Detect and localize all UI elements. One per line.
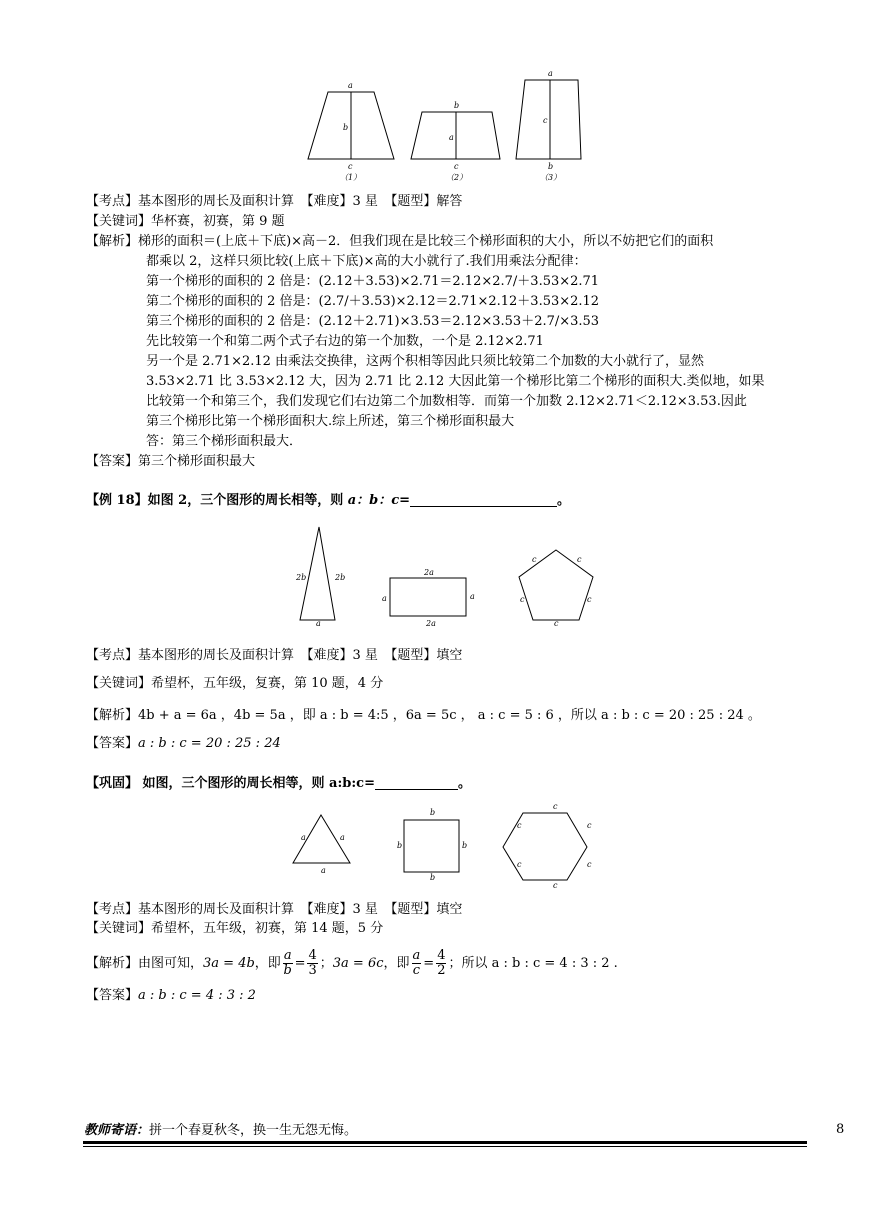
analysis-text: ； <box>319 956 333 971</box>
meta-line: 【考点】基本图形的周长及面积计算 【难度】3 星 【题型】填空 <box>86 648 463 663</box>
fig3-label: c <box>587 860 592 869</box>
question-suffix: 。 <box>557 493 571 508</box>
question-suffix: 。 <box>457 776 471 791</box>
fig1-label: b <box>343 123 349 132</box>
analysis-line: 【解析】梯形的面积＝(上底＋下底)×高－2．但我们现在是比较三个梯形面积的大小，所以不妨把它们的面积 <box>86 234 714 249</box>
fig3-label: b <box>430 873 436 882</box>
rectangle <box>390 578 466 616</box>
pentagon <box>519 550 593 620</box>
fig3-label: b <box>462 841 468 850</box>
fig3-label: c <box>517 821 522 830</box>
fraction-denominator: 3 <box>308 963 317 978</box>
question-prefix: 【例 18】如图 2，三个图形的周长相等，则 <box>86 493 348 508</box>
analysis-text: ；所以 a : b : c = 4 : 3 : 2 . <box>448 956 618 971</box>
fig3-label: c <box>517 860 522 869</box>
fraction <box>412 949 422 978</box>
answer-tag: 【答案】 <box>86 736 139 751</box>
analysis-line: 第二个梯形的面积的 2 倍是：(2.7/＋3.53)×2.12＝2.71×2.12＋3.53×2.12 <box>146 294 600 309</box>
analysis-line: 都乘以 2，这样只须比较(上底＋下底)×高的大小就行了.我们用乘法分配律： <box>146 254 587 269</box>
footer-label: 教师寄语： <box>84 1123 150 1138</box>
fraction <box>283 949 293 978</box>
analysis-line: 【解析】4b + a = 6a ，4b = 5a ，即 a : b = 4:5 ，6a = 5c ， a : c = 5 : 6 ，所以 a : b : c = 20 : 25 : 24 。 <box>86 708 761 723</box>
equals-sign: = <box>423 956 435 971</box>
fig1-label: a <box>449 133 454 142</box>
equals-sign: = <box>294 956 306 971</box>
fig3-label: c <box>553 881 558 890</box>
footer-message <box>84 1121 357 1141</box>
fig2-label: 2b <box>335 573 346 582</box>
fig1-label: a <box>348 81 353 90</box>
analysis-line: 比较第一个和第三个，我们发现它们右边第二个加数相等．而第一个加数 2.12×2.71＜2.12×3.53.因此 <box>146 394 747 409</box>
fraction <box>307 949 317 978</box>
fig2-label: c <box>532 555 537 564</box>
fraction-numerator: 4 <box>308 948 317 963</box>
equation: 3a = 6c <box>332 956 384 971</box>
meta-line: 【考点】基本图形的周长及面积计算 【难度】3 星 【题型】解答 <box>86 194 463 209</box>
keywords-line: 【关键词】华杯赛，初赛，第 9 题 <box>86 214 285 229</box>
hexagon <box>503 813 587 880</box>
answer-value: a : b : c = 4 : 3 : 2 <box>138 988 256 1003</box>
consolidate-question <box>86 774 471 794</box>
perimeter-figures-3 <box>285 800 605 890</box>
footer-rule-thick <box>83 1141 807 1144</box>
fig1-label: c <box>543 116 548 125</box>
fig2-label: c <box>554 619 559 628</box>
analysis-line: 3.53×2.71 比 3.53×2.12 大，因为 2.71 比 2.12 大因此第一个梯形比第二个梯形的面积大.类似地，如果 <box>146 374 765 389</box>
analysis-line: 第一个梯形的面积的 2 倍是：(2.12＋3.53)×2.71＝2.12×2.7/＋3.53×2.71 <box>146 274 600 289</box>
fraction-denominator: c <box>412 963 421 978</box>
analysis-line: 第三个梯形的面积的 2 倍是：(2.12＋2.71)×3.53＝2.12×3.53＋2.7/×3.53 <box>146 314 600 329</box>
fig3-label: c <box>553 802 558 811</box>
fig2-label: a <box>382 594 387 603</box>
fraction <box>436 949 446 978</box>
footer-rule-thin <box>83 1146 807 1147</box>
question-vars: a：b：c= <box>347 493 411 508</box>
fig1-caption: （2） <box>446 173 468 182</box>
fig2-label: a <box>316 619 321 628</box>
fig2-label: 2b <box>296 573 307 582</box>
fraction-numerator: a <box>283 948 292 963</box>
example-18-question <box>86 491 570 511</box>
fraction-denominator: 2 <box>437 963 446 978</box>
page-number: 8 <box>836 1122 845 1137</box>
fraction-numerator: 4 <box>437 948 446 963</box>
keywords-line: 【关键词】希望杯，五年级，复赛，第 10 题，4 分 <box>86 676 384 691</box>
answer-line <box>86 734 281 754</box>
fraction-numerator: a <box>412 948 421 963</box>
fig2-label: c <box>587 595 592 604</box>
fig2-label: a <box>470 592 475 601</box>
analysis-line: 另一个是 2.71×2.12 由乘法交换律，这两个积相等因此只须比较第二个加数的大小就行了，显然 <box>146 354 705 369</box>
answer-tag: 【答案】 <box>86 988 139 1003</box>
fig3-label: b <box>397 841 403 850</box>
answer-blank[interactable] <box>410 492 557 507</box>
equation: 3a = 4b <box>203 956 255 971</box>
fig3-label: b <box>430 808 436 817</box>
fig1-label: a <box>548 69 553 78</box>
fig3-label: a <box>301 833 306 842</box>
fig1-label: c <box>348 162 353 171</box>
meta-line: 【考点】基本图形的周长及面积计算 【难度】3 星 【题型】填空 <box>86 902 463 917</box>
trapezoid-1 <box>308 92 394 159</box>
answer-line: 【答案】第三个梯形面积最大 <box>86 454 256 469</box>
footer-text: 拼一个春夏秋冬，换一生无怨无悔。 <box>149 1123 358 1138</box>
keywords-line: 【关键词】希望杯，五年级，初赛，第 14 题，5 分 <box>86 921 384 936</box>
analysis-tag: 【解析】由图可知， <box>86 956 204 971</box>
analysis-text: ，即 <box>254 956 281 971</box>
analysis-line: 第三个梯形比第一个梯形面积大.综上所述，第三个梯形面积最大 <box>146 414 515 429</box>
fraction-denominator: b <box>283 963 292 978</box>
fig2-label: 2a <box>424 568 434 577</box>
fig3-label: a <box>321 866 326 875</box>
fig3-label: a <box>340 833 345 842</box>
fig2-label: 2a <box>426 619 436 628</box>
fig3-label: c <box>587 821 592 830</box>
question-prefix: 【巩固】 如图，三个图形的周长相等，则 a:b:c= <box>86 776 375 791</box>
perimeter-figures-2 <box>290 520 610 635</box>
fig1-caption: （1） <box>340 173 362 182</box>
trapezoid-3 <box>516 80 581 159</box>
fig1-caption: （3） <box>540 173 562 182</box>
fig2-label: c <box>577 555 582 564</box>
answer-blank[interactable] <box>375 775 458 790</box>
fig1-label: b <box>548 162 554 171</box>
fig1-label: c <box>454 162 459 171</box>
analysis-line <box>86 949 618 978</box>
fig2-label: c <box>520 595 525 604</box>
answer-line <box>86 986 256 1006</box>
answer-value: a : b : c = 20 : 25 : 24 <box>138 736 281 751</box>
analysis-line: 先比较第一个和第二两个式子右边的第一个加数，一个是 2.12×2.71 <box>146 334 544 349</box>
trapezoid-2 <box>411 112 500 159</box>
square <box>404 820 459 872</box>
fig1-label: b <box>454 101 460 110</box>
analysis-text: ，即 <box>383 956 410 971</box>
trapezoid-figures <box>300 68 600 188</box>
analysis-line: 答：第三个梯形面积最大． <box>146 434 303 449</box>
